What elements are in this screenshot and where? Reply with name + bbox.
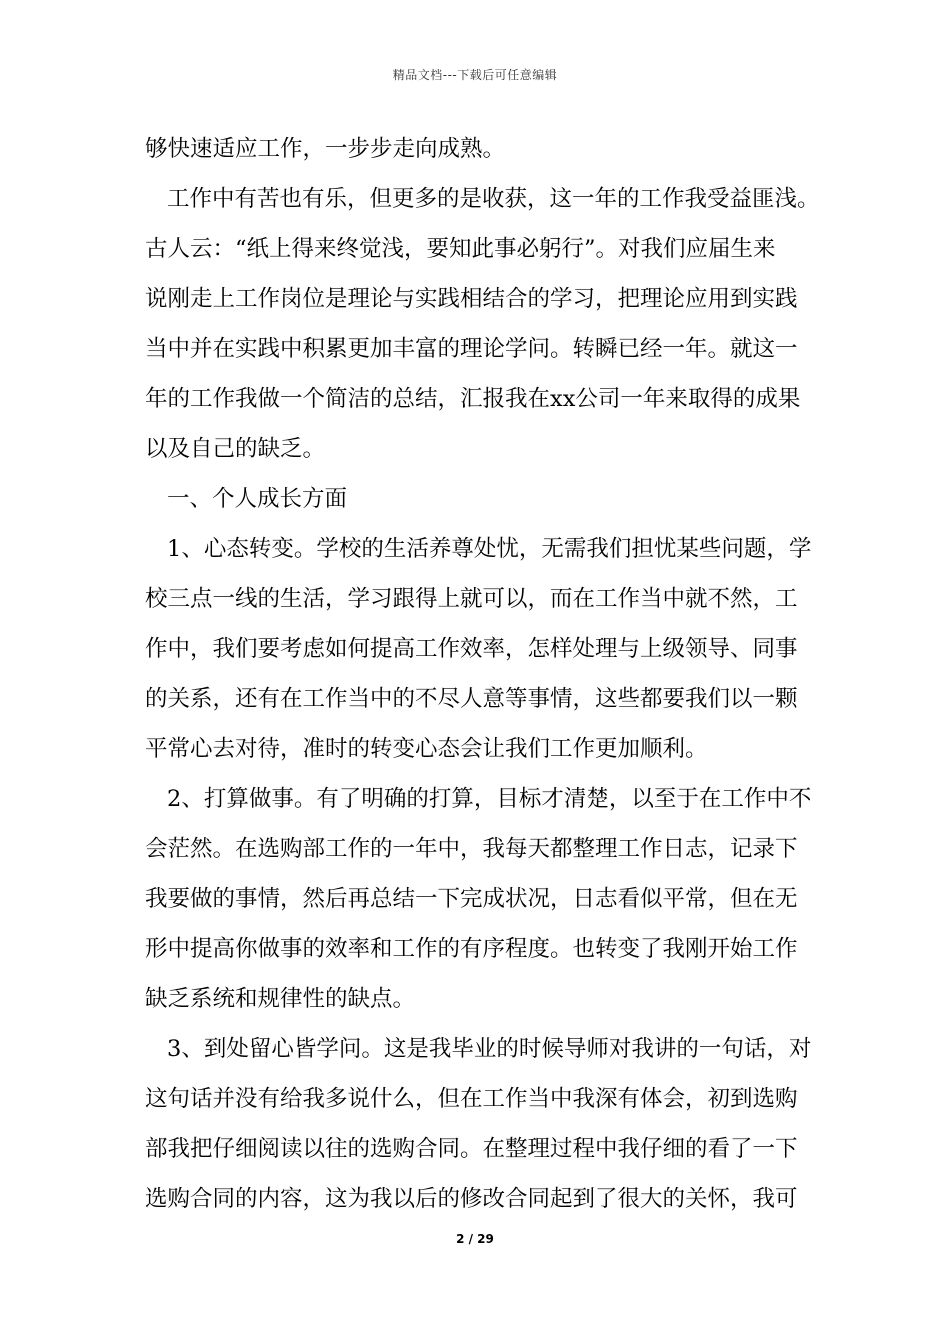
- section-heading: 一、个人成长方面: [167, 486, 348, 512]
- text-line: 形中提高你做事的效率和工作的有序程度。也转变了我刚开始工作: [145, 936, 798, 962]
- text-line: 部我把仔细阅读以往的选购合同。在整理过程中我仔细的看了一下: [145, 1136, 798, 1162]
- text-line: 年的工作我做一个简洁的总结，汇报我在xx公司一年来取得的成果: [145, 386, 801, 412]
- document-body: [145, 131, 820, 1231]
- text-line: 我要做的事情，然后再总结一下完成状况，日志看似平常，但在无: [145, 886, 798, 912]
- text-line: 会茫然。在选购部工作的一年中，我每天都整理工作日志，记录下: [145, 836, 798, 862]
- text-line: 以及自己的缺乏。: [145, 436, 326, 462]
- page-number: 2 / 29: [456, 1232, 494, 1246]
- text-line: 够快速适应工作，一步步走向成熟。: [145, 136, 506, 162]
- text-line: 1、心态转变。学校的生活养尊处忧，无需我们担忧某些问题，学: [167, 536, 812, 562]
- text-line: 选购合同的内容，这为我以后的修改合同起到了很大的关怀，我可: [145, 1186, 798, 1212]
- text-line: 2、打算做事。有了明确的打算，目标才清楚，以至于在工作中不: [167, 786, 812, 812]
- page-header: 精品文档---下载后可任意编辑: [392, 68, 558, 82]
- text-line: 说刚走上工作岗位是理论与实践相结合的学习，把理论应用到实践: [145, 286, 798, 312]
- text-line: 校三点一线的生活，学习跟得上就可以，而在工作当中就不然，工: [145, 586, 798, 612]
- text-line: 工作中有苦也有乐，但更多的是收获，这一年的工作我受益匪浅。: [167, 186, 820, 212]
- text-line: 的关系，还有在工作当中的不尽人意等事情，这些都要我们以一颗: [145, 686, 798, 712]
- text-line: 3、到处留心皆学问。这是我毕业的时候导师对我讲的一句话，对: [167, 1036, 812, 1062]
- text-line: 作中，我们要考虑如何提高工作效率，怎样处理与上级领导、同事: [145, 636, 798, 662]
- text-line: 平常心去对待，准时的转变心态会让我们工作更加顺利。: [145, 736, 708, 762]
- text-line: 古人云：“纸上得来终觉浅，要知此事必躬行”。对我们应届生来: [145, 236, 776, 262]
- text-line: 这句话并没有给我多说什么，但在工作当中我深有体会，初到选购: [145, 1086, 798, 1112]
- text-line: 当中并在实践中积累更加丰富的理论学问。转瞬已经一年。就这一: [145, 336, 798, 362]
- text-line: 缺乏系统和规律性的缺点。: [145, 986, 416, 1012]
